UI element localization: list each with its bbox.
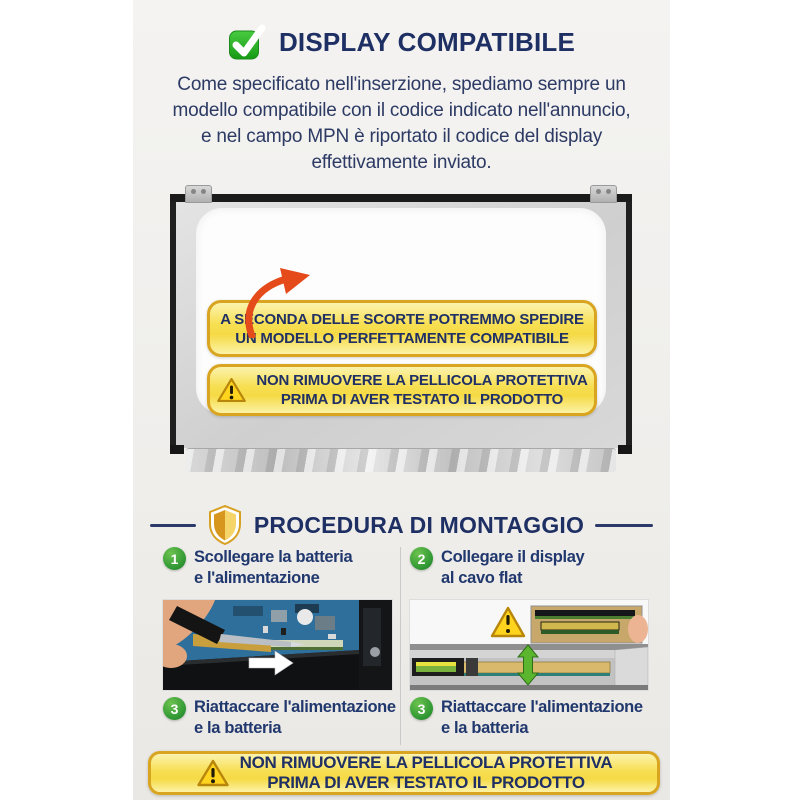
stock-notice-line: A SECONDA DELLE SCORTE POTREMMO SPEDIRE	[220, 310, 584, 328]
hinge-bracket-right	[590, 185, 617, 203]
footer-warning-line: NON RIMUOVERE LA PELLICOLA PROTETTIVA	[239, 753, 613, 772]
step-3-right	[410, 697, 643, 739]
step-1-line: Scollegare la batteria	[194, 548, 353, 566]
lcd-panel-photo	[170, 185, 632, 472]
green-check-icon	[228, 24, 266, 60]
step-3-left-line: e la batteria	[194, 719, 282, 737]
page-title: DISPLAY COMPATIBILE	[278, 26, 576, 57]
gold-shield-icon	[207, 505, 243, 545]
divider-line-right	[595, 524, 653, 527]
step-3-right-badge: 3	[410, 697, 433, 720]
film-warning-label	[207, 364, 597, 416]
step-3-left-badge: 3	[163, 697, 186, 720]
intro-line: Come specificato nell'inserzione, spediamo sempre un	[177, 74, 626, 95]
step-2-line: Collegare il display	[441, 548, 585, 566]
step-1-line: e l'alimentazione	[194, 569, 320, 587]
panel-bottom-edge-right	[618, 445, 632, 454]
intro-paragraph	[133, 72, 670, 176]
intro-line: e nel campo MPN è riportato il codice del display	[200, 126, 602, 147]
divider-line-left	[150, 524, 196, 527]
step-1-badge: 1	[163, 547, 186, 570]
column-divider	[400, 547, 401, 745]
step-3-right-line: Riattaccare l'alimentazione	[441, 698, 643, 716]
film-warning-line: NON RIMUOVERE LA PELLICOLA PROTETTIVA	[256, 372, 588, 389]
film-warning-line: PRIMA DI AVER TESTATO IL PRODOTTO	[280, 391, 564, 408]
procedure-title: PROCEDURA DI MONTAGGIO	[253, 511, 585, 538]
footer-warning-line: PRIMA DI AVER TESTATO IL PRODOTTO	[267, 773, 585, 792]
photo-connect-flat-cable	[410, 600, 648, 690]
step-3-left-line: Riattaccare l'alimentazione	[194, 698, 396, 716]
red-curved-arrow-icon	[240, 268, 320, 338]
intro-line: effettivamente inviato.	[311, 152, 492, 173]
intro-line: modello compatibile con il codice indicato nell'annuncio,	[172, 100, 631, 121]
step-2-line: al cavo flat	[441, 569, 523, 587]
content-column	[133, 0, 670, 800]
header	[133, 24, 670, 60]
panel-foil-strip	[186, 448, 616, 472]
step-2	[410, 547, 584, 589]
panel-bottom-edge-left	[170, 445, 184, 454]
step-2-badge: 2	[410, 547, 433, 570]
warning-triangle-icon	[196, 758, 230, 788]
hinge-bracket-left	[185, 185, 212, 203]
photo-disconnect-battery	[163, 600, 392, 690]
procedure-header	[133, 505, 670, 545]
panel-top-edge	[170, 194, 632, 202]
step-3-left	[163, 697, 396, 739]
step-1	[163, 547, 352, 589]
step-3-right-line: e la batteria	[441, 719, 529, 737]
footer-warning-banner	[148, 751, 660, 795]
stock-notice-line: UN MODELLO PERFETTAMENTE COMPATIBILE	[235, 329, 569, 347]
warning-triangle-icon	[216, 376, 247, 404]
